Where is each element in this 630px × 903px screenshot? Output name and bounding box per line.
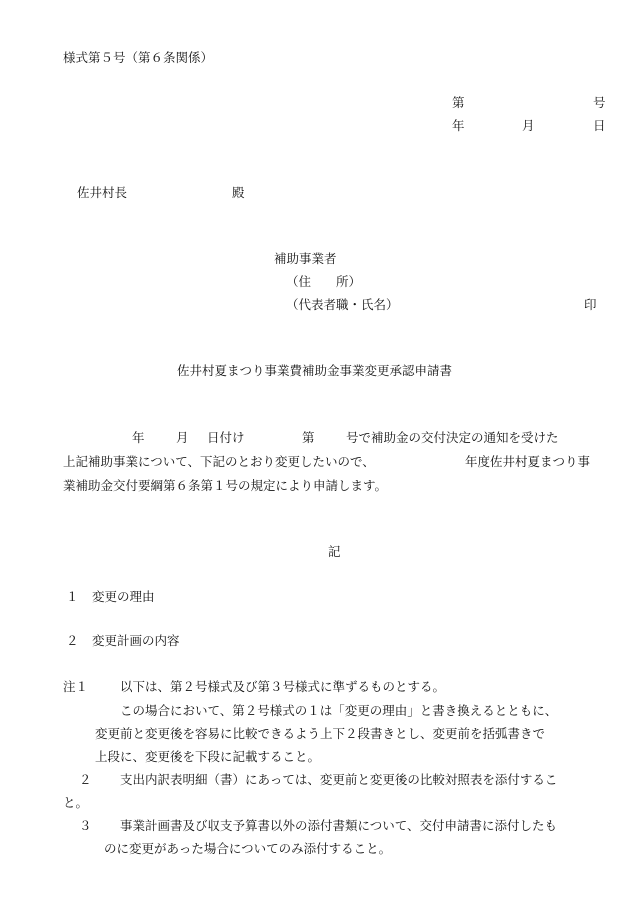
document-title: 佐井村夏まつり事業費補助金事業変更承認申請書: [177, 363, 453, 378]
body-month: 月: [176, 430, 189, 445]
date-year: 年: [452, 118, 465, 133]
note-2-label: ２: [79, 772, 92, 787]
body-line2-b: 年度佐井村夏まつり事: [465, 454, 591, 469]
body-line3: 業補助金交付要綱第６条第１号の規定により申請します。: [63, 478, 388, 493]
doc-number-go: 号: [593, 95, 606, 110]
addressee-name: 佐井村長: [77, 185, 128, 200]
note-2-text-line1: 支出内訳表明細（書）にあっては、変更前と変更後の比較対照表を添付するこ: [120, 772, 558, 787]
body-date-suffix: 日付け: [207, 430, 245, 445]
seal-mark: 印: [584, 297, 597, 312]
note-3-text-line2: のに変更があった場合についてのみ添付すること。: [104, 841, 392, 856]
body-year: 年: [132, 430, 145, 445]
note-1-sub-line3: 上段に、変更後を下段に記載すること。: [95, 749, 321, 764]
doc-number-dai: 第: [452, 95, 465, 110]
ki-heading: 記: [328, 544, 341, 559]
item-1-number: １: [66, 589, 79, 604]
form-label: 様式第５号（第６条関係）: [63, 50, 214, 65]
addressee-honorific: 殿: [232, 185, 245, 200]
applicant-address: （住 所）: [286, 274, 362, 289]
note-3-label: ３: [79, 818, 92, 833]
date-month: 月: [522, 118, 535, 133]
note-3-text-line1: 事業計画書及び収支予算書以外の添付書類について、交付申請書に添付したも: [120, 818, 558, 833]
note-2-text-line2: と。: [63, 795, 89, 810]
body-dai: 第: [302, 430, 315, 445]
applicant-representative: （代表者職・氏名）: [286, 297, 399, 312]
item-2-number: ２: [66, 633, 79, 648]
note-1-text: 以下は、第２号様式及び第３号様式に準ずるものとする。: [120, 679, 446, 694]
body-line1-tail: 号で補助金の交付決定の通知を受けた: [346, 430, 559, 445]
applicant-title: 補助事業者: [274, 251, 337, 266]
date-day: 日: [593, 118, 606, 133]
note-1-sub-line1: この場合において、第２号様式の１は「変更の理由」と書き換えるとともに、: [120, 703, 558, 718]
note-1-label: 注１: [63, 679, 89, 694]
item-2-label: 変更計画の内容: [92, 633, 180, 648]
body-line2-a: 上記補助事業について、下記のとおり変更したいので、: [63, 454, 375, 469]
item-1-label: 変更の理由: [92, 589, 155, 604]
note-1-sub-line2: 変更前と変更後を容易に比較できるよう上下２段書きとし、変更前を括弧書きで: [95, 726, 546, 741]
